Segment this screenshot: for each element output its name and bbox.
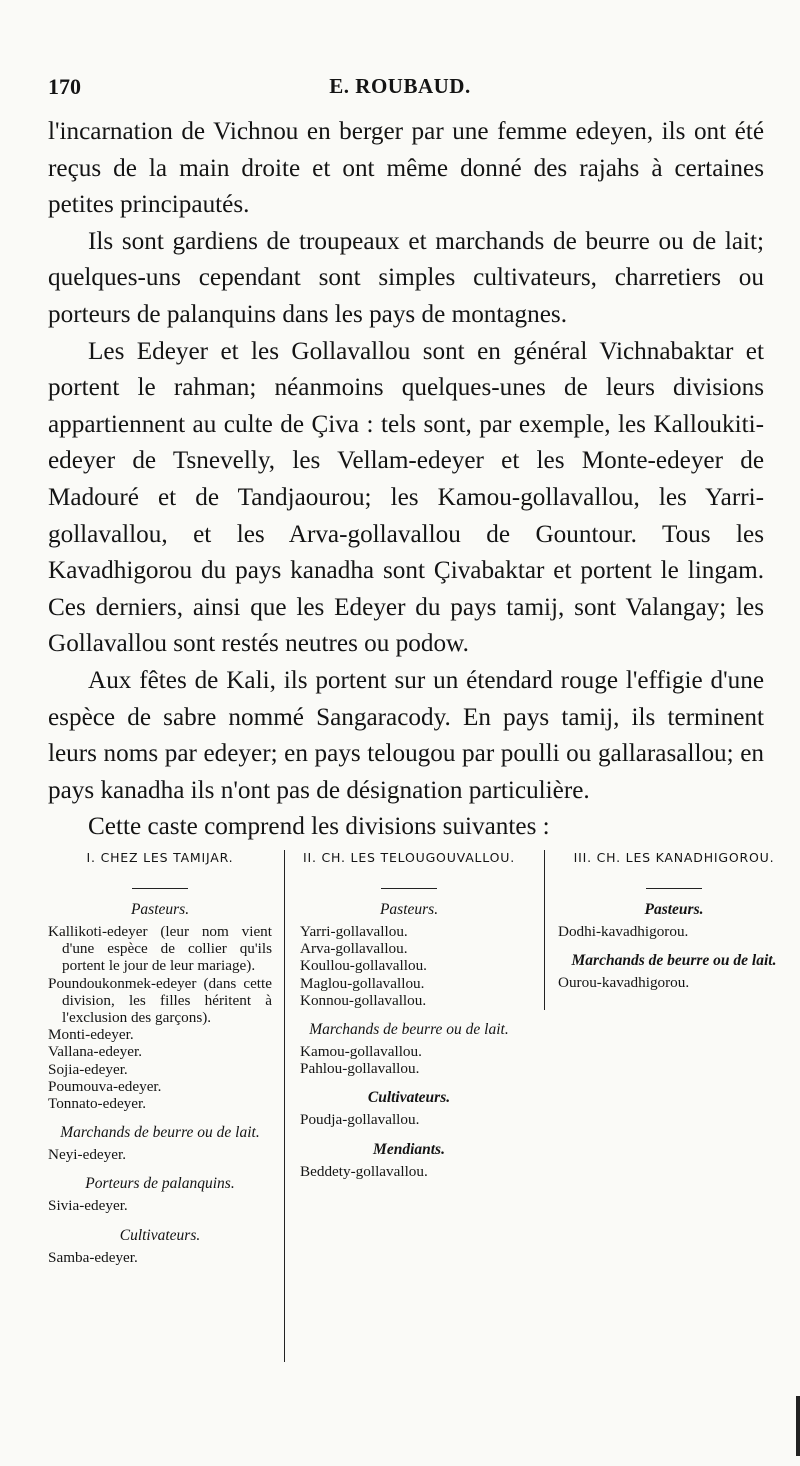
column-kanadhigorou xyxy=(558,850,790,991)
scan-edge-mark xyxy=(796,1396,800,1456)
body-text xyxy=(48,114,764,846)
category-label: Porteurs de palanquins. xyxy=(85,1175,235,1193)
heading-rule xyxy=(132,888,188,889)
list-item: Koullou-gollavallou. xyxy=(300,957,427,975)
list-item: Poundoukonmek-edeyer (dans cette division, les filles héritent à l'exclusion des garçons). xyxy=(48,974,272,1027)
category-label: Mendiants. xyxy=(373,1140,445,1158)
category-label: Pasteurs. xyxy=(379,901,439,918)
paragraph: Aux fêtes de Kali, ils portent sur un étendard rouge l'effigie d'une espèce de sabre nommé Sangaracody. En pays tamij, ils terminent leurs noms par edeyer; en pays telougou par poulli ou gallarasallou; en pays kanadha ils n'ont pas de désignation particulière. xyxy=(48,666,764,804)
column-tamijar xyxy=(48,850,272,1266)
list-item: Konnou-gollavallou. xyxy=(300,991,427,1009)
list-item: Maglou-gollavallou. xyxy=(300,974,425,992)
category-label: Cultivateurs. xyxy=(367,1089,451,1107)
column-divider xyxy=(284,850,285,1362)
page-header xyxy=(48,74,752,104)
column-heading: II. CH. LES TELOUGOUVALLOU. xyxy=(302,850,515,865)
paragraph: l'incarnation de Vichnou en berger par une femme edeyen, ils ont été reçus de la main droite et ont même donné des rajahs à certaines petites principautés. xyxy=(48,118,764,219)
running-title: E. ROUBAUD. xyxy=(329,74,471,98)
category-label: Pasteurs. xyxy=(130,901,190,918)
list-item: Ourou-kavadhigorou. xyxy=(558,974,690,992)
list-item: Yarri-gollavallou. xyxy=(300,923,408,940)
column-heading: I. CHEZ LES TAMIJAR. xyxy=(86,850,234,865)
column-heading: III. CH. LES KANADHIGOROU. xyxy=(573,850,775,865)
category-label: Marchands de beurre ou de lait. xyxy=(309,1021,509,1039)
list-item: Sojia-edeyer. xyxy=(48,1060,128,1078)
list-item: Kamou-gollavallou. xyxy=(300,1043,422,1061)
category-label: Marchands de beurre ou de lait. xyxy=(60,1124,260,1142)
paragraph: Les Edeyer et les Gollavallou sont en général Vichnabaktar et portent le rahman; néanmoins quelques-unes de leurs divisions appartiennent au culte de Çiva : tels sont, par exemple, les Kalloukiti-edeyer de Tsnevelly, les Vellam-edeyer et les Monte-edeyer de Madouré et de Tandjaourou; les Kamou-gollavallou, les Yarri-gollavallou, et les Arva-gollavallou de Gountour. Tous les Kavadhigorou du pays kanadha sont Çivabaktar et portent le lingam. Ces derniers, ainsi que les Edeyer du pays tamij, sont Valangay; les Gollavallou sont restés neutres ou podow. xyxy=(48,337,764,658)
list-item: Poumouva-edeyer. xyxy=(48,1077,162,1095)
list-item: Beddety-gollavallou. xyxy=(300,1162,428,1180)
category-label: Cultivateurs. xyxy=(119,1226,201,1244)
page-number: 170 xyxy=(48,74,81,99)
list-item: Vallana-edeyer. xyxy=(48,1043,143,1061)
divisions-table xyxy=(48,850,788,1368)
list-item: Pahlou-gollavallou. xyxy=(300,1060,420,1078)
list-item: Poudja-gollavallou. xyxy=(300,1111,420,1129)
column-divider xyxy=(544,850,545,1010)
heading-rule xyxy=(381,888,437,889)
paragraph: Ils sont gardiens de troupeaux et marchands de beurre ou de lait; quelques-uns cependant sont simples cultivateurs, charretiers ou porteurs de palanquins dans les pays de montagnes. xyxy=(48,227,764,328)
column-telougouvallou xyxy=(300,850,518,1180)
list-item: Sivia-edeyer. xyxy=(48,1197,128,1215)
list-item: Neyi-edeyer. xyxy=(48,1146,127,1164)
list-item: Samba-edeyer. xyxy=(48,1248,138,1266)
list-item: Dodhi-kavadhigorou. xyxy=(558,923,689,940)
list-item: Arva-gollavallou. xyxy=(300,940,408,958)
list-item: Kallikoti-edeyer (leur nom vient d'une espèce de collier qu'ils portent le jour de leur mariage). xyxy=(48,923,272,975)
category-label: Marchands de beurre ou de lait. xyxy=(571,952,777,970)
paragraph: Cette caste comprend les divisions suivantes : xyxy=(88,813,550,841)
heading-rule xyxy=(646,888,702,889)
category-label: Pasteurs. xyxy=(644,901,704,918)
list-item: Tonnato-edeyer. xyxy=(48,1095,147,1113)
list-item: Monti-edeyer. xyxy=(48,1026,134,1044)
